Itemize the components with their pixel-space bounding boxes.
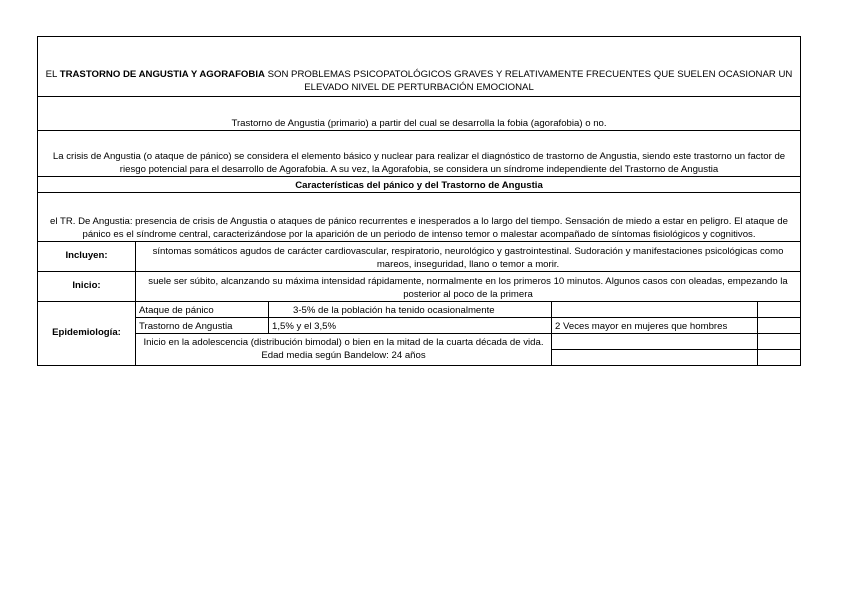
document-table <box>37 36 801 366</box>
crisis-row: La crisis de Angustia (o ataque de pánico) se considera el elemento básico y nuclear para realizar el diagnóstico de trastorno de Angustia, siendo este trastorno un factor de riesgo potencial para el desarrollo de Agorafobia. A su vez, la Agorafobia, se considera un síndrome independiente del Trastorno de Angustia <box>38 131 801 177</box>
epidemiologia-label: Epidemiología: <box>38 302 136 366</box>
empty-cell <box>758 334 801 350</box>
inicio-edad-text: Inicio en la adolescencia (distribución bimodal) o bien en la mitad de la cuarta década de vida. Edad media según Bandelow: 24 años <box>136 334 552 366</box>
empty-cell <box>758 350 801 366</box>
primario-row: Trastorno de Angustia (primario) a partir del cual se desarrolla la fobia (agorafobia) o no. <box>38 97 801 131</box>
trastorno-label: Trastorno de Angustia <box>136 318 269 334</box>
heading-prefix: EL <box>45 69 60 80</box>
ataque-label: Ataque de pánico <box>136 302 269 318</box>
document-heading <box>38 37 801 97</box>
empty-cell <box>552 350 758 366</box>
incluyen-label: Incluyen: <box>38 242 136 272</box>
empty-cell <box>758 302 801 318</box>
heading-bold: TRASTORNO DE ANGUSTIA Y AGORAFOBIA <box>59 69 265 80</box>
tr-definition-row: el TR. De Angustia: presencia de crisis de Angustia o ataques de pánico recurrentes e inesperados a lo largo del tiempo. Sensación de miedo a estar en peligro. El ataque de pánico es el síndrome central, caracterizándose por la aparición de un periodo de intenso temor o malestar acompañado de síntomas fisiológicos y cognitivos. <box>38 193 801 242</box>
empty-cell <box>758 318 801 334</box>
inicio-text: suele ser súbito, alcanzando su máxima intensidad rápidamente, normalmente en los primeros 10 minutos. Algunos casos con oleadas, empezando la posterior al poco de la primera <box>136 272 801 302</box>
inicio-label: Inicio: <box>38 272 136 302</box>
trastorno-value: 1,5% y el 3,5% <box>269 318 552 334</box>
empty-cell <box>552 302 758 318</box>
ratio-text: 2 Veces mayor en mujeres que hombres <box>552 318 758 334</box>
ataque-value: 3-5% de la población ha tenido ocasionalmente <box>269 302 552 318</box>
empty-cell <box>552 334 758 350</box>
heading-rest: SON PROBLEMAS PSICOPATOLÓGICOS GRAVES Y RELATIVAMENTE FRECUENTES QUE SUELEN OCASIONAR UN ELEVADO NIVEL DE PERTURBACIÓN EMOCIONAL <box>264 69 793 93</box>
incluyen-text: síntomas somáticos agudos de carácter cardiovascular, respiratorio, neurológico y gastrointestinal. Sudoración y manifestaciones psicológicas como mareos, inseguridad, llano o temor a morir. <box>136 242 801 272</box>
section-title: Características del pánico y del Trastorno de Angustia <box>38 177 801 193</box>
